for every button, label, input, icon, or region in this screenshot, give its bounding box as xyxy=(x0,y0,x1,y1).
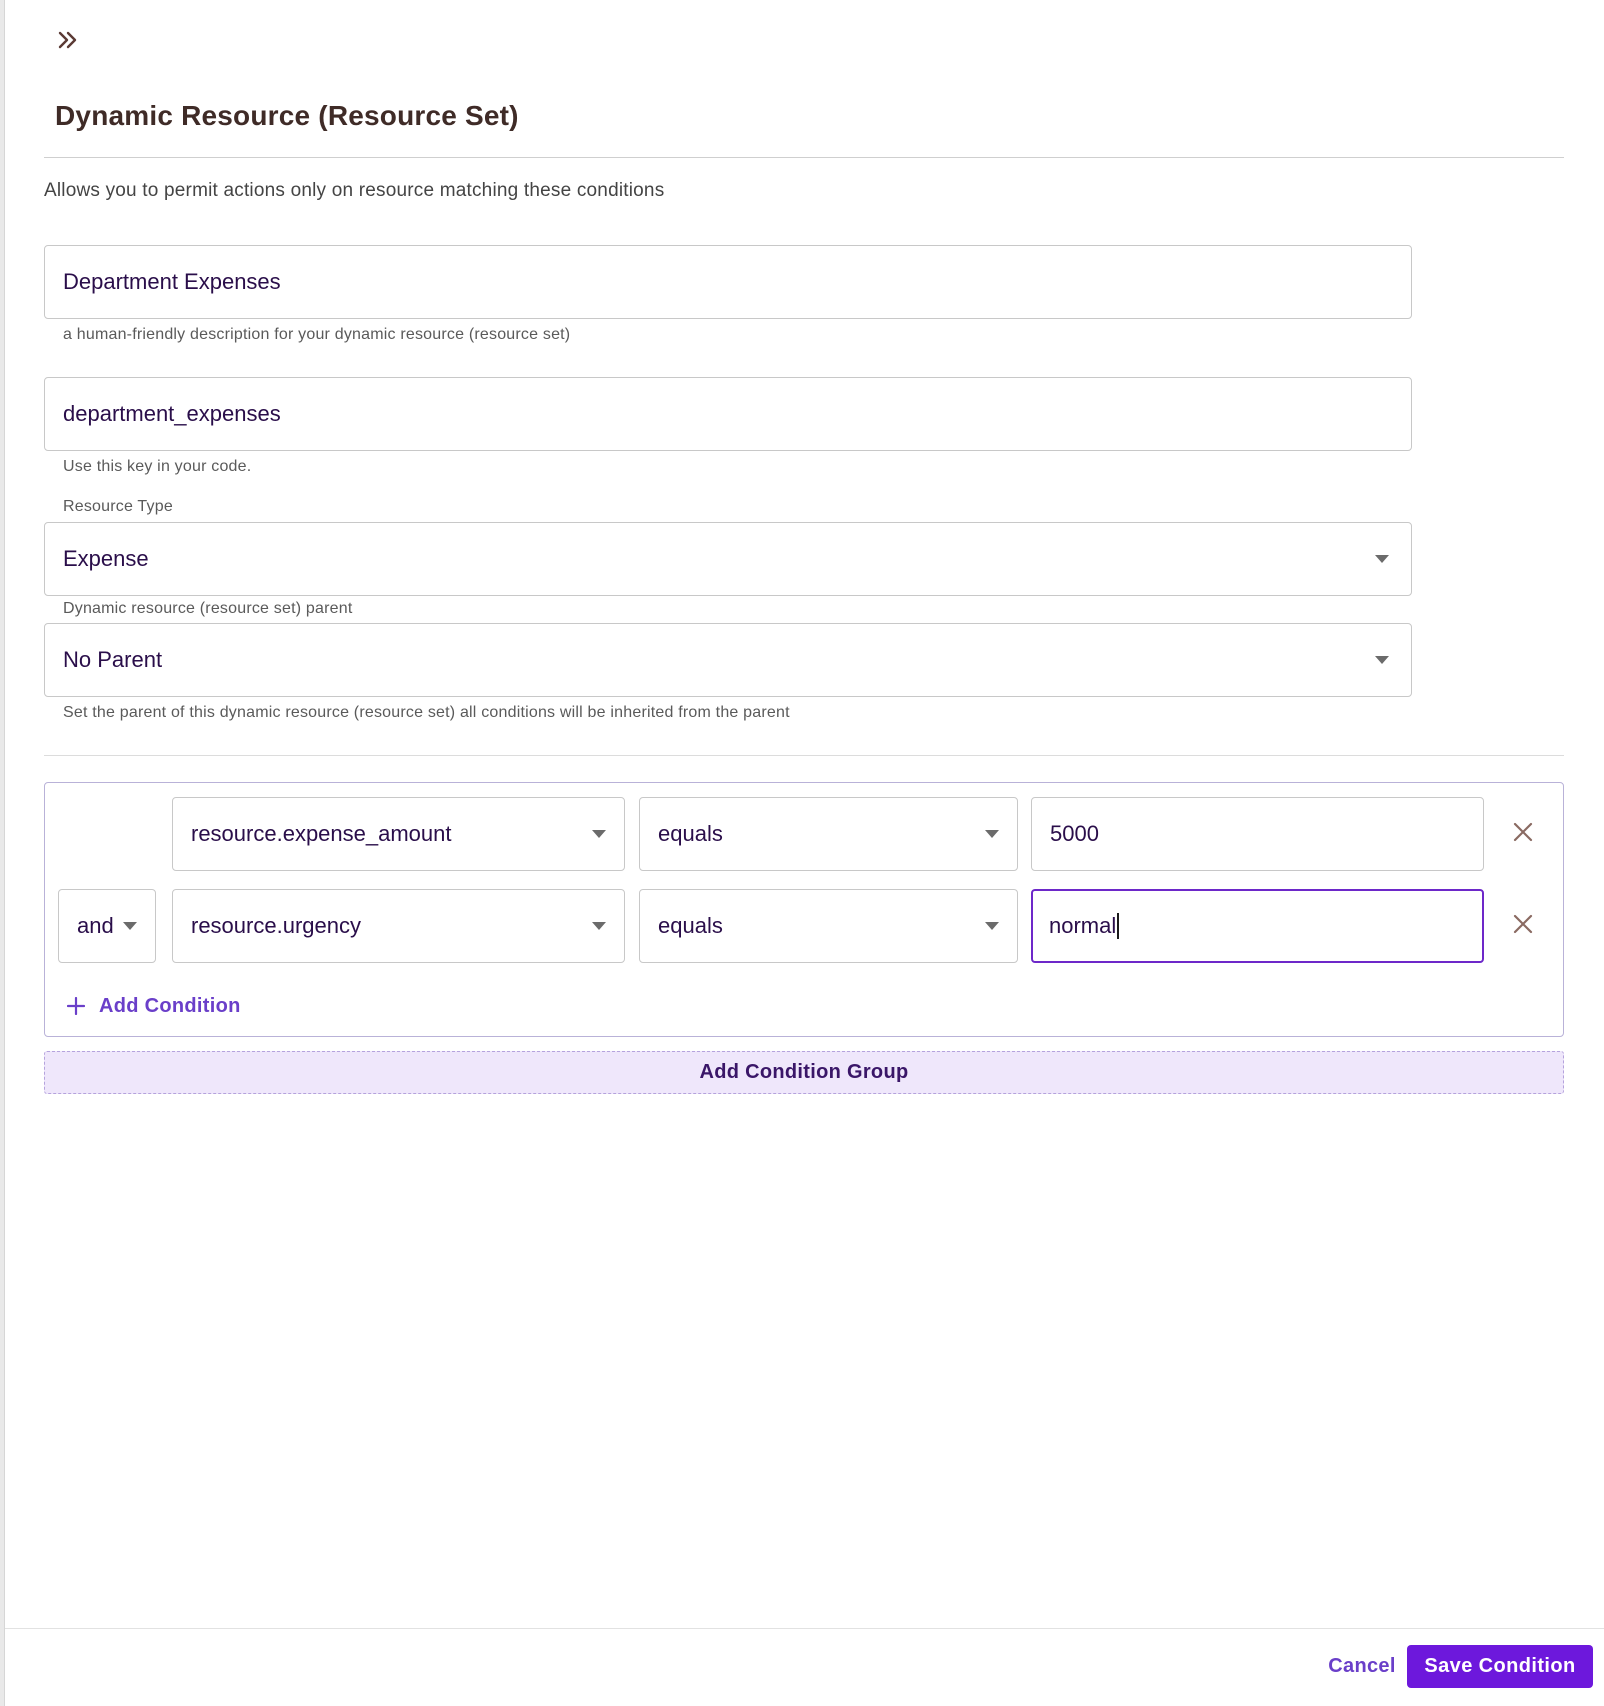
add-condition-button[interactable] xyxy=(67,988,241,1024)
condition-value-input[interactable] xyxy=(1031,797,1484,871)
name-helper-text: a human-friendly description for your dynamic resource (resource set) xyxy=(63,326,571,343)
condition-attribute-select[interactable] xyxy=(172,797,625,871)
save-condition-button[interactable] xyxy=(1407,1645,1593,1688)
key-input-value: department_expenses xyxy=(63,401,281,426)
remove-condition-button[interactable] xyxy=(1503,814,1543,854)
condition-value-input[interactable] xyxy=(1031,889,1484,963)
add-condition-label: Add Condition xyxy=(99,994,241,1017)
caret-down-icon xyxy=(985,830,999,838)
page-title: Dynamic Resource (Resource Set) xyxy=(55,100,519,131)
save-condition-label: Save Condition xyxy=(1424,1655,1576,1677)
caret-down-icon xyxy=(1375,656,1389,664)
condition-operator-select[interactable] xyxy=(639,889,1018,963)
caret-down-icon xyxy=(592,830,606,838)
add-condition-group-button[interactable] xyxy=(44,1051,1564,1094)
condition-value-text: 5000 xyxy=(1050,821,1099,846)
close-icon xyxy=(1512,913,1534,940)
condition-connector-select[interactable] xyxy=(58,889,156,963)
text-cursor xyxy=(1117,913,1119,939)
condition-connector-value: and xyxy=(77,913,114,938)
resource-type-value: Expense xyxy=(63,546,149,571)
close-icon xyxy=(1512,821,1534,848)
parent-select[interactable] xyxy=(44,623,1412,697)
name-input[interactable] xyxy=(44,245,1412,319)
double-chevron-right-icon xyxy=(57,29,79,56)
condition-attribute-select[interactable] xyxy=(172,889,625,963)
cancel-button[interactable] xyxy=(1322,1645,1402,1687)
left-edge-divider xyxy=(0,0,5,1706)
caret-down-icon xyxy=(123,922,137,930)
add-condition-group-label: Add Condition Group xyxy=(699,1061,909,1083)
condition-operator-value: equals xyxy=(658,821,723,846)
caret-down-icon xyxy=(985,922,999,930)
key-helper-text: Use this key in your code. xyxy=(63,458,252,475)
condition-attribute-value: resource.urgency xyxy=(191,913,361,938)
remove-condition-button[interactable] xyxy=(1503,906,1543,946)
title-divider xyxy=(44,157,1564,158)
caret-down-icon xyxy=(1375,555,1389,563)
condition-attribute-value: resource.expense_amount xyxy=(191,821,452,846)
collapse-panel-button[interactable] xyxy=(52,26,84,58)
caret-down-icon xyxy=(592,922,606,930)
condition-value-text: normal xyxy=(1049,913,1117,938)
resource-type-select[interactable] xyxy=(44,522,1412,596)
condition-group xyxy=(44,782,1564,1037)
condition-operator-select[interactable] xyxy=(639,797,1018,871)
resource-type-label: Resource Type xyxy=(63,498,173,515)
cancel-label: Cancel xyxy=(1328,1654,1396,1677)
condition-operator-value: equals xyxy=(658,913,723,938)
key-input[interactable] xyxy=(44,377,1412,451)
parent-label: Dynamic resource (resource set) parent xyxy=(63,600,353,617)
parent-value: No Parent xyxy=(63,647,163,672)
parent-helper-text: Set the parent of this dynamic resource (resource set) all conditions will be inherited from the parent xyxy=(63,704,790,721)
plus-icon xyxy=(67,997,85,1015)
page-subtitle: Allows you to permit actions only on resource matching these conditions xyxy=(44,180,665,201)
section-divider xyxy=(44,755,1564,756)
footer-divider xyxy=(5,1628,1604,1629)
name-input-value: Department Expenses xyxy=(63,269,281,294)
